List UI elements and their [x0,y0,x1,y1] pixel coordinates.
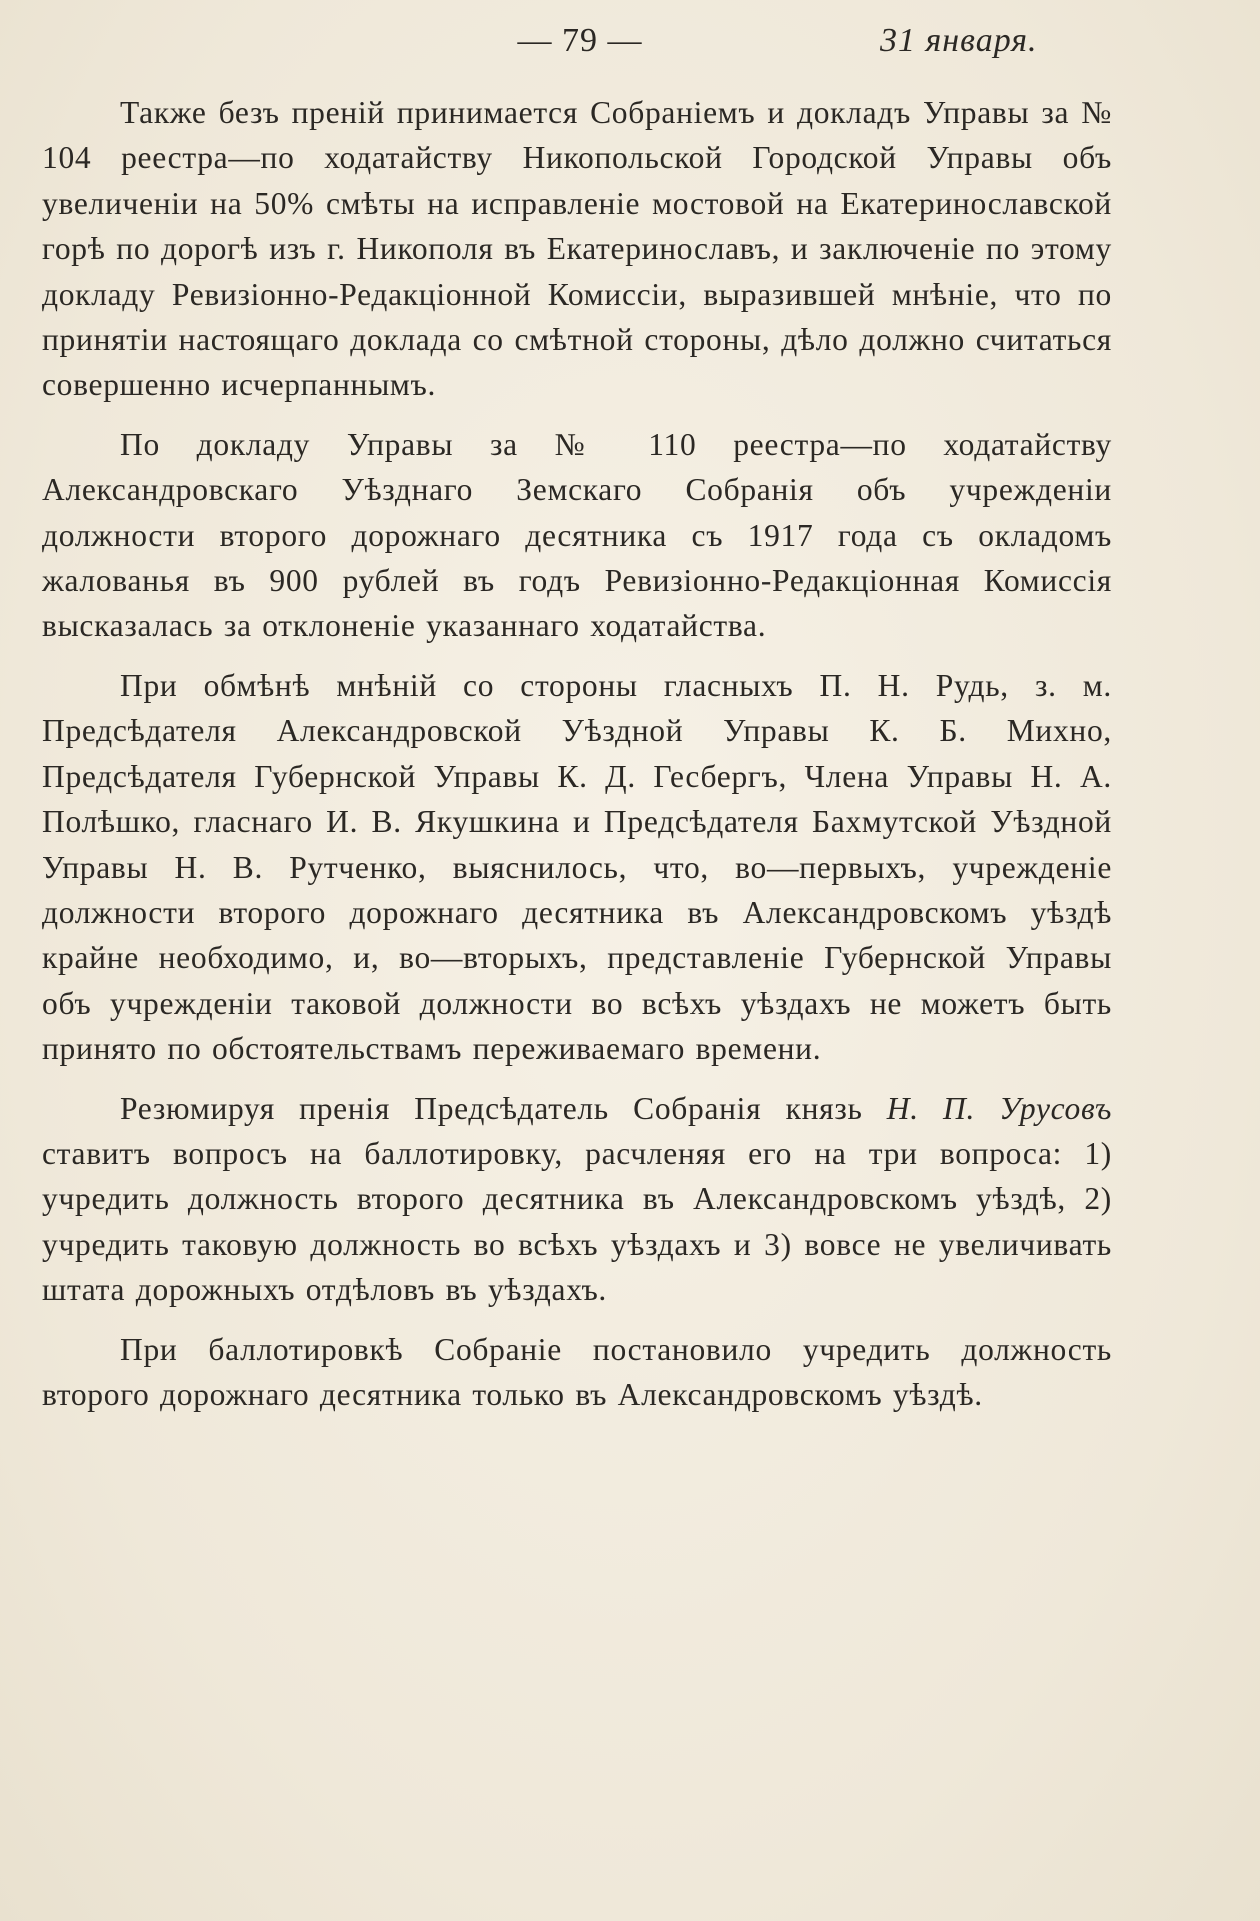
paragraph-1: Также безъ преній принимается Собраніемъ и докладъ Управы за № 104 реестра—по ходатайству Никопольской Городской Управы объ увеличеніи на 50% смѣты на исправленіе мостовой на Екатеринославской горѣ по дорогѣ изъ г. Никополя въ Екатеринославъ, и заключеніе по этому докладу Ревизіонно-Редакціонной Комиссіи, выразившей мнѣніе, что по принятіи настоящаго доклада со смѣтной стороны, дѣло должно считаться совершенно исчерпаннымъ. [42,95,1112,403]
page-number: — 79 — [517,22,643,59]
chairman-name: Н. П. Урусовъ [886,1090,1112,1126]
paragraph-4 [42,1086,1112,1313]
running-head-date: 31 января. [880,22,1038,59]
paragraph-4-lead: Резюмируя пренія Предсѣдатель Собранія князь [120,1090,887,1126]
paragraph-2: По докладу Управы за № 110 реестра—по ходатайству Александровскаго Уѣзднаго Земскаго Собранія объ учрежденіи должности второго дорожнаго десятника съ 1917 года съ окладомъ жалованья въ 900 рублей въ годъ Ревизіонно-Редакціонная Комиссія высказалась за отклоненіе указаннаго ходатайства. [42,426,1112,644]
paragraph-5: При баллотировкѣ Собраніе постановило учредить должность второго дорожнаго десятника только въ Александровскомъ уѣздѣ. [42,1331,1112,1412]
document-body [42,90,1112,1431]
paragraph-4-rest: ставитъ вопросъ на баллотировку, расчленяя его на три вопроса: 1) учредить должность второго десятника въ Александровскомъ уѣздѣ, 2) учредить таковую должность во всѣхъ уѣздахъ и 3) вовсе не увеличивать штата дорожныхъ отдѣловъ въ уѣздахъ. [42,1135,1112,1308]
paragraph-3: При обмѣнѣ мнѣній со стороны гласныхъ П. Н. Рудь, з. м. Предсѣдателя Александровской Уѣздной Управы К. Б. Михно, Предсѣдателя Губернской Управы К. Д. Гесбергъ, Члена Управы Н. А. Полѣшко, гласнаго И. В. Якушкина и Предсѣдателя Бахмутской Уѣздной Управы Н. В. Рутченко, выяснилось, что, во—первыхъ, учрежденіе должности второго дорожнаго десятника въ Александровскомъ уѣздѣ крайне необходимо, и, во—вторыхъ, представленіе Губернской Управы объ учрежденіи таковой должности во всѣхъ уѣздахъ не можетъ быть принято по обстоятельствамъ переживаемаго времени. [42,667,1112,1067]
page-header [0,22,1260,72]
